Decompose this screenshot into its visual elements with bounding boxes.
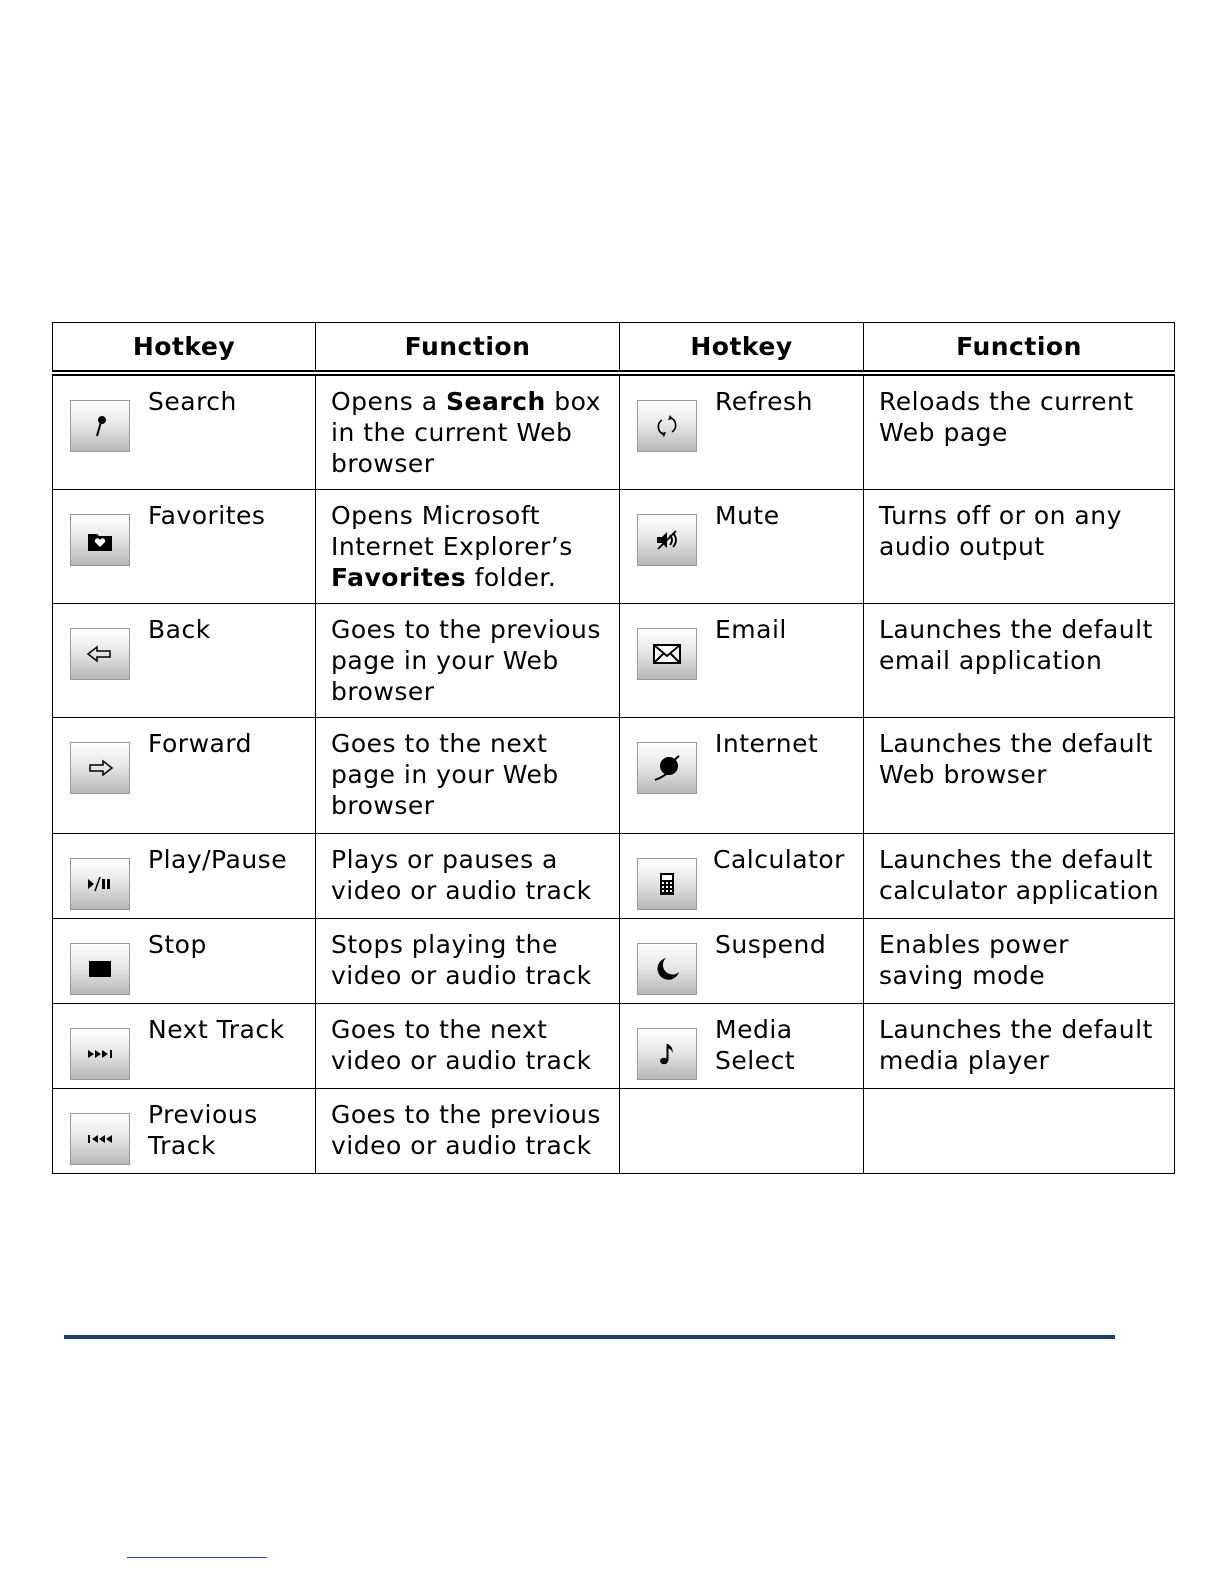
function-description: [879, 728, 1162, 790]
favorites-icon: [70, 514, 130, 566]
hotkey-label: Previous Track: [148, 1100, 258, 1160]
left-function-cell: [316, 373, 620, 490]
function-description: [331, 1099, 607, 1161]
moon-icon: [637, 943, 697, 995]
table-row: [53, 373, 1175, 490]
right-hotkey-cell: [620, 373, 864, 490]
function-description: [331, 844, 607, 906]
description-text: Goes to the next page in your Web browser: [331, 729, 559, 820]
right-function-cell: [864, 718, 1175, 834]
function-description: [331, 929, 607, 991]
function-description: [879, 614, 1162, 676]
header-hotkey-2: Hotkey: [620, 323, 864, 374]
table-row: [53, 1089, 1175, 1174]
table-row: [53, 834, 1175, 919]
left-hotkey-cell: [53, 919, 316, 1004]
left-function-cell: [316, 604, 620, 718]
hotkey-label: Suspend: [715, 930, 827, 959]
left-hotkey-cell: [53, 1004, 316, 1089]
hotkey-label: Email: [715, 615, 787, 644]
left-hotkey-cell: [53, 834, 316, 919]
function-description: [331, 614, 607, 707]
right-hotkey-cell: [620, 919, 864, 1004]
header-row: [53, 323, 1175, 374]
function-description: [331, 386, 607, 479]
description-text: Turns off or on any audio output: [879, 501, 1122, 561]
left-function-cell: [316, 490, 620, 604]
right-hotkey-cell: [620, 834, 864, 919]
header-function-1: Function: [316, 323, 620, 374]
table-row: [53, 604, 1175, 718]
forward-arrow-icon: [70, 742, 130, 794]
globe-icon: [637, 742, 697, 794]
table-row: [53, 490, 1175, 604]
left-hotkey-cell: [53, 604, 316, 718]
hotkey-table: [52, 322, 1175, 1174]
right-hotkey-cell: [620, 1004, 864, 1089]
previous-track-icon: [70, 1113, 130, 1165]
function-description: [879, 500, 1162, 562]
play-pause-icon: [70, 858, 130, 910]
left-hotkey-cell: [53, 1089, 316, 1174]
mute-icon: [637, 514, 697, 566]
function-description: [879, 1014, 1162, 1076]
hotkey-label: Search: [148, 387, 237, 416]
right-function-cell: [864, 604, 1175, 718]
hotkey-label: Back: [148, 615, 211, 644]
hotkey-label: Internet: [715, 729, 819, 758]
back-arrow-icon: [70, 628, 130, 680]
description-text: Reloads the current Web page: [879, 387, 1134, 447]
refresh-icon: [637, 400, 697, 452]
description-text: box in the current Web browser: [331, 387, 601, 478]
description-text: Launches the default calculator application: [879, 845, 1160, 905]
hotkey-label: Next Track: [148, 1015, 285, 1044]
function-description: [879, 386, 1162, 448]
right-hotkey-cell: [620, 718, 864, 834]
function-description: [331, 1014, 607, 1076]
left-hotkey-cell: [53, 373, 316, 490]
description-text: Enables power saving mode: [879, 930, 1069, 990]
function-description: [331, 728, 607, 821]
next-track-icon: [70, 1028, 130, 1080]
left-function-cell: [316, 919, 620, 1004]
left-function-cell: [316, 1004, 620, 1089]
right-function-cell: [864, 919, 1175, 1004]
right-hotkey-cell: [620, 490, 864, 604]
right-function-cell: [864, 490, 1175, 604]
description-text: Opens a: [331, 387, 447, 416]
function-description: [879, 844, 1162, 906]
right-hotkey-cell: [620, 1089, 864, 1174]
description-text: Goes to the next video or audio track: [331, 1015, 592, 1075]
music-note-icon: [637, 1028, 697, 1080]
description-text: Stops playing the video or audio track: [331, 930, 592, 990]
left-function-cell: [316, 718, 620, 834]
description-text: Plays or pauses a video or audio track: [331, 845, 592, 905]
envelope-icon: [637, 628, 697, 680]
description-text: Launches the default media player: [879, 1015, 1153, 1075]
stop-icon: [70, 943, 130, 995]
hotkey-label: Mute: [715, 501, 780, 530]
hotkey-label: Stop: [148, 930, 207, 959]
hotkey-label: Calculator: [713, 845, 845, 874]
footer-rule: [64, 1335, 1115, 1339]
description-text: Launches the default Web browser: [879, 729, 1153, 789]
footer-link-underline: [127, 1557, 267, 1558]
left-function-cell: [316, 834, 620, 919]
search-icon: [70, 400, 130, 452]
right-function-cell: [864, 834, 1175, 919]
function-description: [879, 929, 1162, 991]
header-function-2: Function: [864, 323, 1175, 374]
table-row: [53, 919, 1175, 1004]
description-text: folder.: [466, 563, 557, 592]
description-text: Goes to the previous video or audio track: [331, 1100, 601, 1160]
hotkey-label: Media Select: [715, 1015, 796, 1075]
hotkey-label: Favorites: [148, 501, 266, 530]
right-hotkey-cell: [620, 604, 864, 718]
description-bold: Search: [446, 387, 546, 416]
hotkey-label: Play/Pause: [148, 845, 288, 874]
header-hotkey-1: Hotkey: [53, 323, 316, 374]
table-row: [53, 718, 1175, 834]
right-function-cell: [864, 1089, 1175, 1174]
left-function-cell: [316, 1089, 620, 1174]
left-hotkey-cell: [53, 490, 316, 604]
description-text: Goes to the previous page in your Web browser: [331, 615, 601, 706]
function-description: [331, 500, 607, 593]
right-function-cell: [864, 373, 1175, 490]
description-text: Opens Microsoft Internet Explorer’s: [331, 501, 573, 561]
left-hotkey-cell: [53, 718, 316, 834]
hotkey-label: Forward: [148, 729, 253, 758]
right-function-cell: [864, 1004, 1175, 1089]
calculator-icon: [637, 858, 697, 910]
table-row: [53, 1004, 1175, 1089]
hotkey-label: Refresh: [715, 387, 813, 416]
description-bold: Favorites: [331, 563, 467, 592]
description-text: Launches the default email application: [879, 615, 1153, 675]
